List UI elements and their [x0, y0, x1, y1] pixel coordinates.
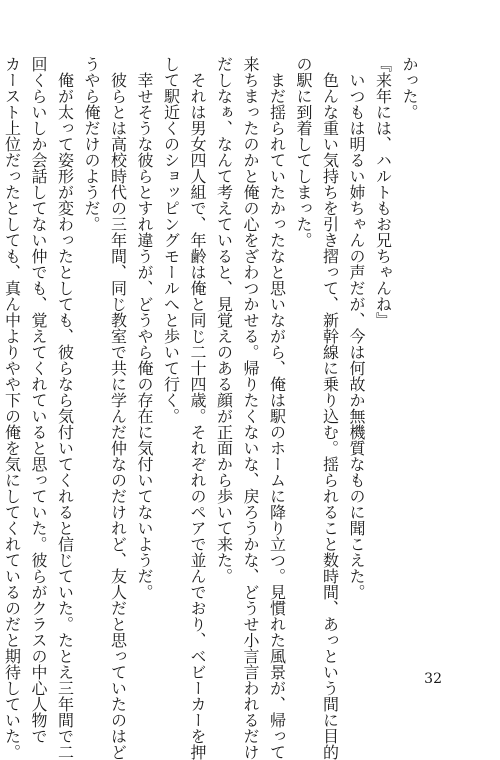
text-column: 色んな重い気持ちを引き摺って、新幹線に乗り込む。揺られること数時間、あっという間に目的 — [320, 72, 340, 760]
text-column: かった。 — [400, 56, 419, 120]
text-column: 彼らとは高校時代の三年間、同じ教室で共に学んだ仲なのだけれど、友人だと思っていたのはど — [108, 72, 128, 760]
text-column: カースト上位だったとしても、真ん中よりやや下の俺を気にしてくれているのだと期待していた。 — [2, 56, 22, 760]
text-column: の駅に到着してしまった。 — [294, 56, 313, 248]
vertical-text-body — [2, 56, 422, 760]
text-column: 『来年には、ハルトもお兄ちゃんね』 — [373, 56, 393, 328]
text-column: 俺が太って姿形が変わったとしても、彼らなら気付いてくれると信じていた。たとえ三年間で二 — [55, 72, 75, 760]
text-column: して駅近くのショッピングモールへと歩いて行く。 — [161, 56, 181, 424]
text-column: 幸せそうな彼らとすれ違うが、どうやら俺の存在に気付いてないようだ。 — [135, 72, 154, 600]
text-column: いつもは明るい姉ちゃんの声だが、今は何故か無機質なものに聞こえた。 — [347, 72, 366, 600]
text-column: それは男女四人組で、年齢は俺と同じ二十四歳。それぞれのペアで並んでおり、ベビーカーを押 — [188, 72, 207, 760]
page-number: 32 — [424, 671, 442, 687]
text-column: まだ揺られていたかったなと思いながら、俺は駅のホームに降り立つ。見慣れた風景が、帰って — [267, 72, 287, 760]
text-column: だしなぁ、なんて考えていると、見覚えのある顔が正面から歩いて来た。 — [214, 56, 234, 584]
text-column: 回くらいしか会話してない仲でも、覚えてくれていると思っていた。彼らがクラスの中心人物で — [29, 56, 48, 744]
text-column: 来ちまったのかと俺の心をざわつかせる。帰りたくないな、戻ろうかな、どうせ小言言われるだけ — [241, 56, 260, 760]
text-column: うやら俺だけのようだ。 — [82, 56, 101, 232]
